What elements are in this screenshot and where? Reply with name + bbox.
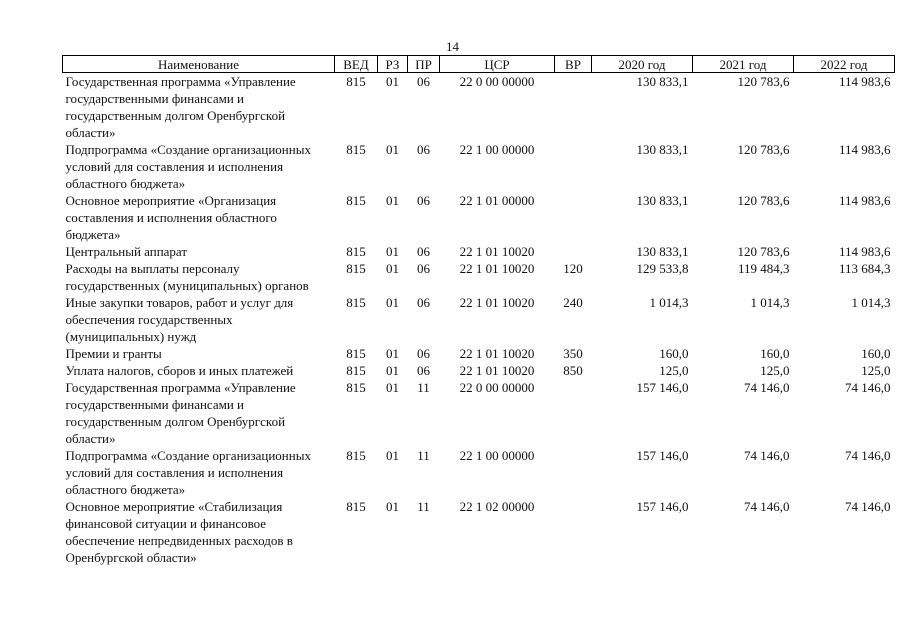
column-header-rz: РЗ: [378, 56, 408, 73]
row-vr: [555, 243, 592, 260]
row-amount-2021: 125,0: [760, 363, 790, 378]
row-vr: [555, 141, 592, 192]
header-row: [63, 56, 895, 73]
row-vr: [555, 192, 592, 243]
row-amount-2020: 160,0: [659, 346, 689, 361]
row-amount-2021: 120 783,6: [737, 244, 790, 259]
row-vr: [555, 73, 592, 142]
row-amount-2022: 160,0: [861, 346, 891, 361]
row-amount-2022: 114 983,6: [838, 244, 891, 259]
row-amount-2021: 1 014,3: [750, 295, 790, 310]
row-ved: 815: [346, 363, 366, 378]
row-rz: 01: [386, 142, 399, 157]
row-rz: 01: [386, 448, 399, 463]
row-amount-2020: 125,0: [659, 363, 689, 378]
row-name: Подпрограмма «Создание организационных условий для составления и исполнения областного бюджета»: [65, 448, 311, 497]
column-header-2022: 2022 год: [794, 56, 895, 73]
row-csr: 22 1 00 00000: [459, 142, 535, 157]
row-pr: 06: [417, 244, 430, 259]
row-amount-2021: 120 783,6: [737, 142, 790, 157]
budget-table: [62, 55, 895, 566]
row-amount-2022: 113 684,3: [838, 261, 891, 276]
row-name: Государственная программа «Управление государственными финансами и государственным долгом Оренбургской области»: [65, 74, 296, 140]
row-rz: 01: [386, 193, 399, 208]
column-header-2021: 2021 год: [693, 56, 794, 73]
row-name: Уплата налогов, сборов и иных платежей: [65, 363, 294, 378]
row-amount-2021: 74 146,0: [744, 499, 790, 514]
row-pr: 06: [417, 261, 430, 276]
row-csr: 22 1 00 00000: [459, 448, 535, 463]
row-amount-2020: 129 533,8: [636, 261, 689, 276]
row-name: Расходы на выплаты персоналу государственных (муниципальных) органов: [65, 261, 309, 293]
row-amount-2021: 119 484,3: [737, 261, 790, 276]
row-csr: 22 1 01 10020: [459, 244, 535, 259]
table-row: [63, 345, 895, 362]
row-amount-2020: 157 146,0: [636, 499, 689, 514]
row-amount-2020: 130 833,1: [636, 74, 689, 89]
column-header-name: Наименование: [63, 56, 335, 73]
table-row: [63, 294, 895, 345]
row-amount-2022: 74 146,0: [845, 448, 891, 463]
table-row: [63, 362, 895, 379]
row-amount-2020: 130 833,1: [636, 193, 689, 208]
row-amount-2021: 74 146,0: [744, 448, 790, 463]
row-name: Подпрограмма «Создание организационных условий для составления и исполнения областного бюджета»: [65, 142, 311, 191]
row-ved: 815: [346, 448, 366, 463]
row-ved: 815: [346, 142, 366, 157]
table-row: [63, 498, 895, 566]
column-header-2020: 2020 год: [592, 56, 693, 73]
row-pr: 06: [417, 142, 430, 157]
row-rz: 01: [386, 346, 399, 361]
row-name: Иные закупки товаров, работ и услуг для обеспечения государственных (муниципальных) нужд: [65, 295, 294, 344]
row-rz: 01: [386, 295, 399, 310]
row-amount-2020: 157 146,0: [636, 380, 689, 395]
row-csr: 22 0 00 00000: [459, 380, 535, 395]
row-amount-2022: 74 146,0: [845, 380, 891, 395]
row-vr: 240: [563, 295, 583, 310]
page-number: 14: [446, 39, 459, 54]
row-amount-2021: 120 783,6: [737, 74, 790, 89]
row-name: Премии и гранты: [65, 346, 162, 361]
row-ved: 815: [346, 74, 366, 89]
row-amount-2021: 120 783,6: [737, 193, 790, 208]
row-pr: 06: [417, 363, 430, 378]
row-ved: 815: [346, 244, 366, 259]
row-ved: 815: [346, 295, 366, 310]
row-pr: 06: [417, 346, 430, 361]
row-pr: 11: [417, 499, 430, 514]
table-row: [63, 447, 895, 498]
row-name: Государственная программа «Управление государственными финансами и государственным долгом Оренбургской области»: [65, 380, 296, 446]
column-header-vr: ВР: [555, 56, 592, 73]
row-rz: 01: [386, 363, 399, 378]
row-name: Центральный аппарат: [65, 244, 188, 259]
row-csr: 22 0 00 00000: [459, 74, 535, 89]
row-csr: 22 1 01 00000: [459, 193, 535, 208]
row-amount-2022: 114 983,6: [838, 193, 891, 208]
row-ved: 815: [346, 261, 366, 276]
column-header-csr: ЦСР: [440, 56, 555, 73]
row-ved: 815: [346, 346, 366, 361]
table-row: [63, 141, 895, 192]
row-amount-2022: 114 983,6: [838, 74, 891, 89]
row-ved: 815: [346, 193, 366, 208]
row-rz: 01: [386, 380, 399, 395]
row-pr: 06: [417, 74, 430, 89]
row-vr: 350: [563, 346, 583, 361]
row-amount-2021: 160,0: [760, 346, 790, 361]
row-rz: 01: [386, 261, 399, 276]
table-row: [63, 379, 895, 447]
row-amount-2021: 74 146,0: [744, 380, 790, 395]
table-row: [63, 192, 895, 243]
row-amount-2020: 1 014,3: [649, 295, 689, 310]
row-pr: 06: [417, 193, 430, 208]
row-vr: [555, 447, 592, 498]
row-ved: 815: [346, 499, 366, 514]
row-amount-2022: 1 014,3: [851, 295, 891, 310]
row-amount-2020: 130 833,1: [636, 244, 689, 259]
row-amount-2022: 125,0: [861, 363, 891, 378]
row-ved: 815: [346, 380, 366, 395]
row-pr: 06: [417, 295, 430, 310]
table-row: [63, 260, 895, 294]
row-pr: 11: [417, 380, 430, 395]
row-csr: 22 1 02 00000: [459, 499, 535, 514]
row-amount-2020: 130 833,1: [636, 142, 689, 157]
row-rz: 01: [386, 499, 399, 514]
table-row: [63, 73, 895, 142]
row-csr: 22 1 01 10020: [459, 346, 535, 361]
row-vr: [555, 379, 592, 447]
row-csr: 22 1 01 10020: [459, 363, 535, 378]
row-vr: [555, 498, 592, 566]
row-rz: 01: [386, 74, 399, 89]
table-header: [63, 56, 895, 73]
row-amount-2022: 114 983,6: [838, 142, 891, 157]
table-row: [63, 243, 895, 260]
row-name: Основное мероприятие «Организация составления и исполнения областного бюджета»: [65, 193, 277, 242]
column-header-ved: ВЕД: [335, 56, 378, 73]
row-pr: 11: [417, 448, 430, 463]
row-csr: 22 1 01 10020: [459, 261, 535, 276]
row-vr: 120: [563, 261, 583, 276]
row-rz: 01: [386, 244, 399, 259]
row-name: Основное мероприятие «Стабилизация финансовой ситуации и финансовое обеспечение непредвиденных расходов в Оренбургской области»: [65, 499, 293, 565]
row-amount-2022: 74 146,0: [845, 499, 891, 514]
row-amount-2020: 157 146,0: [636, 448, 689, 463]
row-vr: 850: [563, 363, 583, 378]
row-csr: 22 1 01 10020: [459, 295, 535, 310]
column-header-pr: ПР: [408, 56, 440, 73]
table-body: [63, 73, 895, 567]
